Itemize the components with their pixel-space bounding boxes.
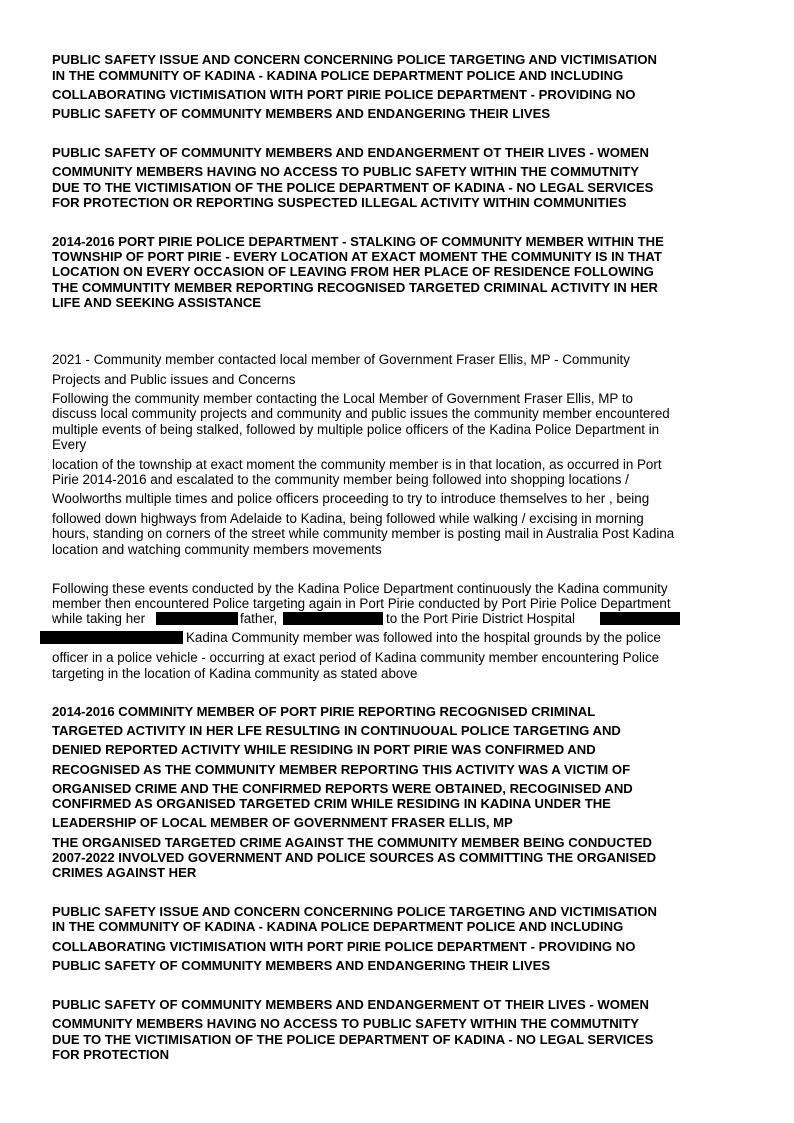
- heading-line: PUBLIC SAFETY OF COMMUNITY MEMBERS AND ENDANGERMENT OT THEIR LIVES - WOMEN: [52, 145, 649, 160]
- heading-line: RECOGNISED AS THE COMMUNITY MEMBER REPORTING THIS ACTIVITY WAS A VICTIM OF: [52, 762, 631, 777]
- heading-line: THE COMMUNTITY MEMBER REPORTING RECOGNISED TARGETED CRIMINAL ACTIVITY IN HER: [52, 280, 658, 295]
- paragraph-line: Pirie 2014-2016 and escalated to the community member being followed into shopping locations /: [52, 472, 629, 487]
- paragraph-text: while taking her: [52, 611, 146, 626]
- heading-line: PUBLIC SAFETY OF COMMUNITY MEMBERS AND ENDANGERMENT OT THEIR LIVES - WOMEN: [52, 997, 649, 1012]
- heading-line: LIFE AND SEEKING ASSISTANCE: [52, 295, 262, 310]
- heading-line: THE ORGANISED TARGETED CRIME AGAINST THE COMMUNITY MEMBER BEING CONDUCTED: [52, 835, 652, 850]
- paragraph-line: targeting in the location of Kadina community as stated above: [52, 666, 418, 681]
- heading-line: DENIED REPORTED ACTIVITY WHILE RESIDING IN PORT PIRIE WAS CONFIRMED AND: [52, 742, 596, 757]
- paragraph-line: discuss local community projects and community and public issues the community member encountered: [52, 406, 670, 421]
- heading-line: ORGANISED CRIME AND THE CONFIRMED REPORTS WERE OBTAINED, RECOGINISED AND: [52, 781, 633, 796]
- paragraph-text: father,: [240, 611, 278, 626]
- paragraph-text: Kadina Community member was followed into the hospital grounds by the police: [186, 630, 661, 645]
- paragraph-line: officer in a police vehicle - occurring at exact period of Kadina community member encountering Police: [52, 650, 660, 665]
- paragraph-line: followed down highways from Adelaide to Kadina, being followed while walking / excising in morning: [52, 511, 644, 526]
- heading-line: DUE TO THE VICTIMISATION OF THE POLICE DEPARTMENT OF KADINA - NO LEGAL SERVICES: [52, 180, 654, 195]
- heading-line: IN THE COMMUNITY OF KADINA - KADINA POLICE DEPARTMENT POLICE AND INCLUDING: [52, 919, 624, 934]
- heading-line: COMMUNITY MEMBERS HAVING NO ACCESS TO PUBLIC SAFETY WITHIN THE COMMUTNITY: [52, 1016, 640, 1031]
- heading-line: CRIMES AGAINST HER: [52, 865, 197, 880]
- paragraph-line: Projects and Public issues and Concerns: [52, 372, 296, 387]
- redaction-block: [283, 612, 383, 625]
- paragraph-line: Following these events conducted by the Kadina Police Department continuously the Kadina community: [52, 581, 668, 596]
- heading-line: FOR PROTECTION OR REPORTING SUSPECTED ILLEGAL ACTIVITY WITHIN COMMUNITIES: [52, 195, 627, 210]
- redaction-block: [600, 612, 680, 625]
- heading-line: PUBLIC SAFETY ISSUE AND CONCERN CONCERNING POLICE TARGETING AND VICTIMISATION: [52, 904, 658, 919]
- heading-line: COMMUNITY MEMBERS HAVING NO ACCESS TO PUBLIC SAFETY WITHIN THE COMMUTNITY: [52, 164, 640, 179]
- heading-line: 2014-2016 COMMINITY MEMBER OF PORT PIRIE REPORTING RECOGNISED CRIMINAL: [52, 704, 596, 719]
- paragraph-line: Every: [52, 437, 87, 452]
- paragraph-line: member then encountered Police targeting again in Port Pirie conducted by Port Pirie Police Department: [52, 596, 671, 611]
- heading-line: PUBLIC SAFETY OF COMMUNITY MEMBERS AND ENDANGERING THEIR LIVES: [52, 106, 551, 121]
- heading-line: LEADERSHIP OF LOCAL MEMBER OF GOVERNMENT FRASER ELLIS, MP: [52, 815, 513, 830]
- paragraph-line: multiple events of being stalked, followed by multiple police officers of the Kadina Police Department in: [52, 422, 660, 437]
- paragraph-line: location of the township at exact moment the community member is in that location, as occurred in Port: [52, 457, 662, 472]
- paragraph-line: location and watching community members movements: [52, 542, 382, 557]
- paragraph-line-redacted: [52, 611, 792, 627]
- paragraph-line: Following the community member contacting the Local Member of Government Fraser Ellis, MP to: [52, 391, 633, 406]
- heading-line: DUE TO THE VICTIMISATION OF THE POLICE DEPARTMENT OF KADINA - NO LEGAL SERVICES: [52, 1032, 654, 1047]
- heading-line: PUBLIC SAFETY OF COMMUNITY MEMBERS AND ENDANGERING THEIR LIVES: [52, 958, 551, 973]
- heading-line: 2007-2022 INVOLVED GOVERNMENT AND POLICE SOURCES AS COMMITTING THE ORGANISED: [52, 850, 657, 865]
- heading-line: 2014-2016 PORT PIRIE POLICE DEPARTMENT - STALKING OF COMMUNITY MEMBER WITHIN THE: [52, 234, 664, 249]
- heading-line: LOCATION ON EVERY OCCASION OF LEAVING FROM HER PLACE OF RESIDENCE FOLLOWING: [52, 264, 654, 279]
- heading-line: TARGETED ACTIVITY IN HER LFE RESULTING IN CONTINUOUAL POLICE TARGETING AND: [52, 723, 621, 738]
- redaction-block: [40, 631, 183, 644]
- heading-line: COLLABORATING VICTIMISATION WITH PORT PIRIE POLICE DEPARTMENT - PROVIDING NO: [52, 939, 636, 954]
- redaction-block: [156, 612, 238, 625]
- heading-line: TOWNSHIP OF PORT PIRIE - EVERY LOCATION AT EXACT MOMENT THE COMMUNITY IS IN THAT: [52, 249, 662, 264]
- heading-line: PUBLIC SAFETY ISSUE AND CONCERN CONCERNING POLICE TARGETING AND VICTIMISATION: [52, 52, 658, 67]
- paragraph-text: to the Port Pirie District Hospital: [386, 611, 576, 626]
- heading-line: FOR PROTECTION: [52, 1047, 170, 1062]
- heading-line: CONFIRMED AS ORGANISED TARGETED CRIM WHILE RESIDING IN KADINA UNDER THE: [52, 796, 611, 811]
- paragraph-line: hours, standing on corners of the street while community member is posting mail in Australia Post Kadina: [52, 526, 675, 541]
- heading-line: COLLABORATING VICTIMISATION WITH PORT PIRIE POLICE DEPARTMENT - PROVIDING NO: [52, 87, 636, 102]
- heading-line: IN THE COMMUNITY OF KADINA - KADINA POLICE DEPARTMENT POLICE AND INCLUDING: [52, 68, 624, 83]
- paragraph-line: Woolworths multiple times and police officers proceeding to try to introduce themselves to her , being: [52, 491, 650, 506]
- paragraph-line-redacted: [40, 630, 780, 646]
- paragraph-line: 2021 - Community member contacted local member of Government Fraser Ellis, MP - Community: [52, 352, 630, 367]
